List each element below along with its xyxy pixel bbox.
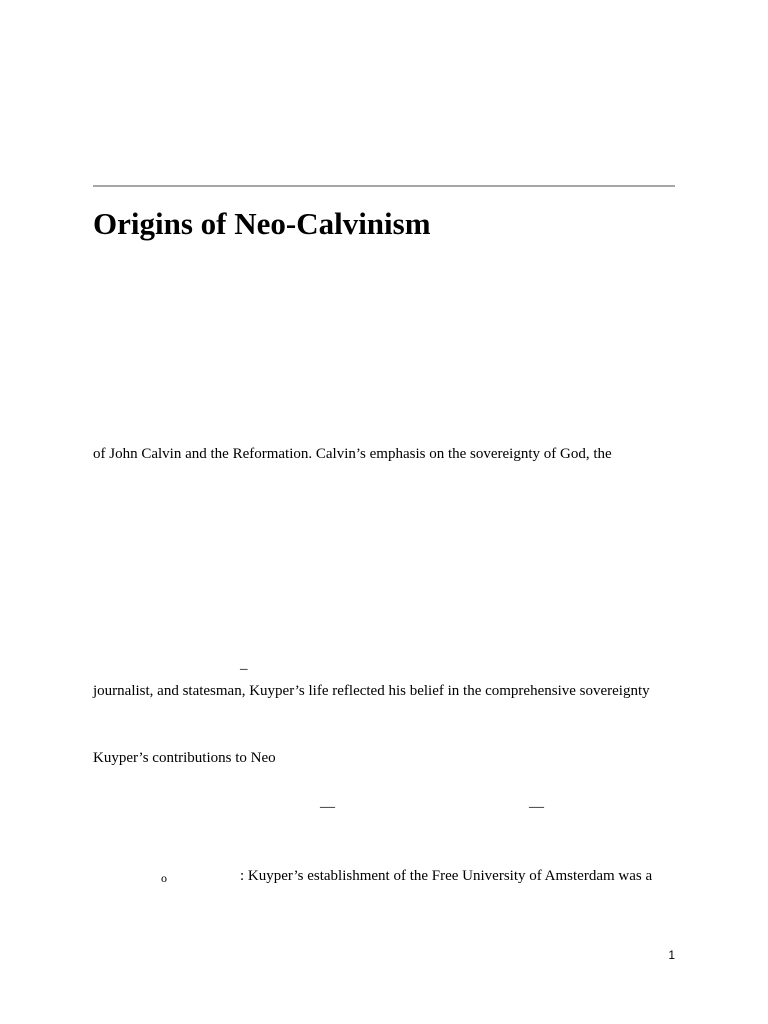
paragraph-line-calvin: of John Calvin and the Reformation. Calvin’s emphasis on the sovereignty of God, the [93, 446, 612, 462]
paragraph-line-contributions: Kuyper’s contributions to Neo [93, 750, 276, 766]
em-dash-fragment-2: — [529, 799, 544, 815]
horizontal-rule [93, 185, 675, 187]
dash-fragment: – [240, 661, 248, 677]
em-dash-fragment-1: — [320, 799, 335, 815]
bullet-item-text: : Kuyper’s establishment of the Free University of Amsterdam was a [240, 868, 653, 884]
page-number: 1 [668, 948, 675, 962]
section-heading: Origins of Neo-Calvinism [93, 206, 431, 241]
bullet-marker: o [161, 871, 167, 885]
paragraph-line-kuyper-life: journalist, and statesman, Kuyper’s life reflected his belief in the comprehensive sovereignty [93, 683, 650, 699]
